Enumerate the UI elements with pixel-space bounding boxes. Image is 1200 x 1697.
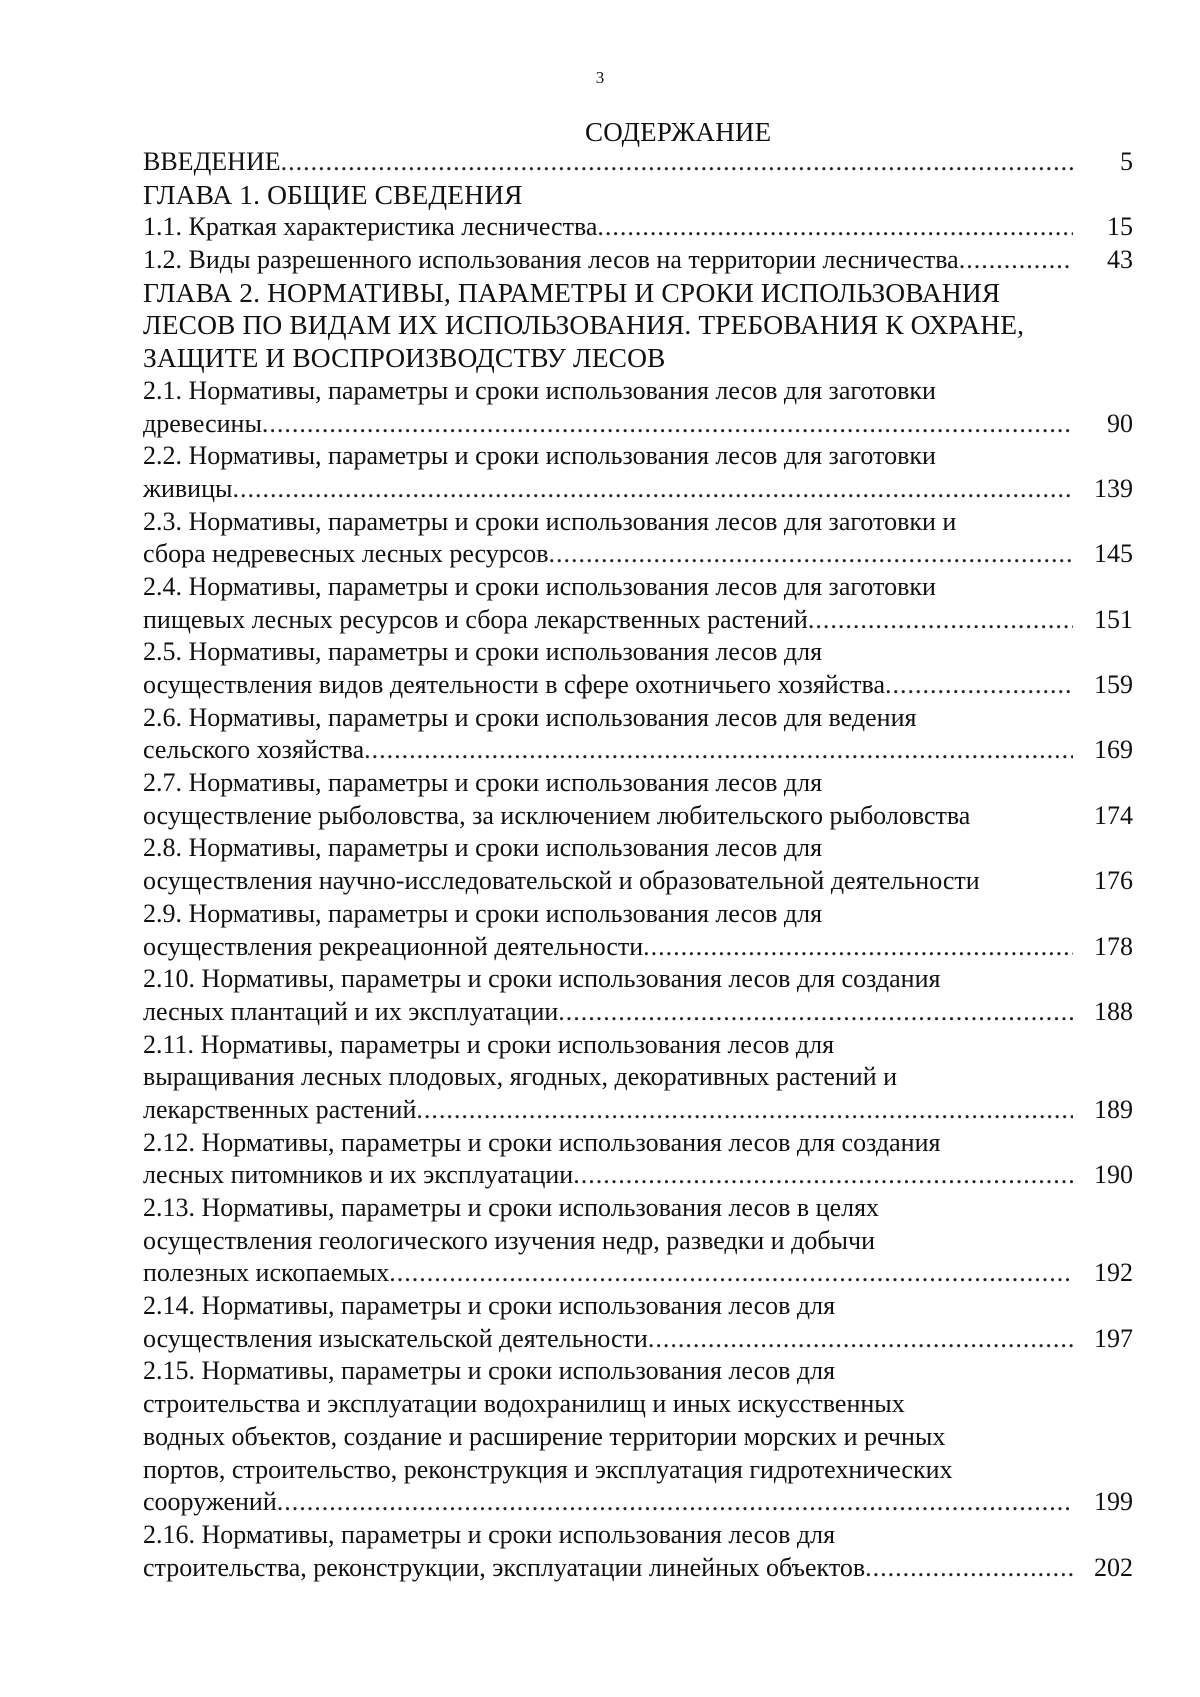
toc-entry-text: выращивания лесных плодовых, ягодных, декоративных растений и (143, 1062, 898, 1092)
toc-page-number: 188 (1094, 996, 1133, 1026)
toc-page-number: 174 (1094, 800, 1133, 830)
dot-leader (643, 931, 1073, 964)
toc-entry[interactable] (143, 1290, 1133, 1355)
toc-entry-line (143, 1159, 1133, 1192)
toc-entry-line (143, 179, 1133, 212)
toc-entry-text: сооружений (143, 1487, 277, 1517)
toc-entry-line (143, 146, 1133, 179)
toc-entry-line (143, 898, 1133, 931)
toc-entry[interactable] (143, 898, 1133, 963)
toc-entry-line (143, 865, 1133, 898)
toc-entry[interactable] (143, 440, 1133, 505)
toc-entry-text: водных объектов, создание и расширение территории морских и речных (143, 1421, 946, 1451)
toc-entry-text: портов, строительство, реконструкция и эксплуатация гидротехнических (143, 1454, 953, 1484)
toc-entry[interactable] (143, 179, 1133, 212)
spacer (970, 800, 1073, 833)
dot-leader (281, 146, 1073, 179)
toc-entry-line (143, 342, 1133, 375)
toc-entry-line (143, 473, 1133, 506)
toc-entry-line (143, 702, 1133, 735)
toc-entry-line (143, 1192, 1133, 1225)
toc-page-number: 151 (1094, 604, 1133, 634)
toc-entry-text: ГЛАВА 1. ОБЩИЕ СВЕДЕНИЯ (143, 178, 523, 210)
toc-entry-text: живицы (143, 473, 233, 503)
toc-entry-line (143, 408, 1133, 441)
toc-entry-text: 1.1. Краткая характеристика лесничества (143, 212, 598, 242)
toc-entry-line (143, 538, 1133, 571)
toc-page-number: 43 (1107, 245, 1133, 275)
toc-entry[interactable] (143, 571, 1133, 636)
page-number: 3 (595, 68, 605, 87)
toc-entry-text: древесины (143, 408, 262, 438)
toc-entry-text: полезных ископаемых (143, 1258, 390, 1288)
toc-entry[interactable] (143, 636, 1133, 701)
dot-leader (959, 244, 1073, 277)
toc-entry[interactable] (143, 244, 1133, 277)
toc-entry-line (143, 1486, 1133, 1519)
toc-page-number: 189 (1094, 1094, 1133, 1124)
dot-leader (232, 473, 1073, 506)
toc-entry-text: 2.7. Нормативы, параметры и сроки использования лесов для (143, 768, 823, 798)
toc-entry-line (143, 375, 1133, 408)
toc-entry-line (143, 1388, 1133, 1421)
toc-entry-text: 2.16. Нормативы, параметры и сроки использования лесов для (143, 1519, 836, 1549)
dot-leader (277, 1486, 1073, 1519)
table-of-contents (143, 146, 1133, 1584)
toc-page-number: 90 (1107, 408, 1133, 438)
toc-entry-text: 2.15. Нормативы, параметры и сроки использования лесов для (143, 1356, 836, 1386)
dot-leader (885, 669, 1073, 702)
toc-page-number: 169 (1094, 735, 1133, 765)
toc-entry[interactable] (143, 963, 1133, 1028)
toc-entry-line (143, 211, 1133, 244)
toc-page-number: 5 (1120, 147, 1133, 176)
dot-leader (262, 408, 1073, 441)
toc-entry-line (143, 636, 1133, 669)
toc-entry-text: 2.14. Нормативы, параметры и сроки использования лесов для (143, 1291, 836, 1321)
toc-entry-line (143, 1094, 1133, 1127)
toc-entry-line (143, 931, 1133, 964)
toc-entry-text: ВВЕДЕНИЕ (143, 147, 281, 176)
toc-entry[interactable] (143, 506, 1133, 571)
toc-entry-line (143, 832, 1133, 865)
toc-entry-line (143, 1355, 1133, 1388)
toc-entry-text: 2.10. Нормативы, параметры и сроки использования лесов для создания (143, 964, 941, 994)
toc-entry-text: 2.2. Нормативы, параметры и сроки использования лесов для заготовки (143, 441, 936, 471)
toc-entry-line (143, 309, 1133, 342)
toc-entry-text: сбора недревесных лесных ресурсов (143, 539, 549, 569)
toc-entry-line (143, 800, 1133, 833)
dot-leader (389, 1257, 1073, 1290)
toc-page-number: 199 (1094, 1487, 1133, 1517)
toc-entry[interactable] (143, 1127, 1133, 1192)
toc-entry-text: ЛЕСОВ ПО ВИДАМ ИХ ИСПОЛЬЗОВАНИЯ. ТРЕБОВАНИЯ К ОХРАНЕ, (143, 309, 1025, 341)
toc-entry-text: лесных питомников и их эксплуатации (143, 1160, 574, 1190)
toc-entry-line (143, 1323, 1133, 1356)
toc-entry[interactable] (143, 702, 1133, 767)
toc-entry-text: осуществления видов деятельности в сфере охотничьего хозяйства (143, 670, 886, 699)
toc-entry[interactable] (143, 1355, 1133, 1518)
dot-leader (364, 734, 1073, 767)
toc-entry-text: 2.6. Нормативы, параметры и сроки использования лесов для ведения (143, 702, 917, 732)
toc-page-number: 159 (1094, 670, 1133, 699)
toc-page-number: 145 (1094, 539, 1133, 569)
toc-page-number: 202 (1094, 1552, 1133, 1582)
toc-entry-line (143, 734, 1133, 767)
toc-entry-line (143, 1552, 1133, 1585)
toc-entry-text: осуществления рекреационной деятельности (143, 931, 644, 961)
toc-entry-text: 2.11. Нормативы, параметры и сроки использования лесов для (143, 1029, 835, 1059)
toc-entry-line (143, 1290, 1133, 1323)
dot-leader (648, 1323, 1073, 1356)
toc-entry-line (143, 571, 1133, 604)
dot-leader (558, 996, 1073, 1029)
toc-page-number: 178 (1094, 931, 1133, 961)
toc-entry-line (143, 1519, 1133, 1552)
toc-entry-text: пищевых лесных ресурсов и сбора лекарственных растений (143, 604, 808, 634)
toc-entry-line (143, 1061, 1133, 1094)
toc-entry-line (143, 1257, 1133, 1290)
toc-entry[interactable] (143, 767, 1133, 832)
dot-leader (808, 604, 1073, 637)
toc-entry-text: осуществление рыболовства, за исключением любительского рыболовства (143, 800, 971, 830)
dot-leader (573, 1159, 1073, 1192)
toc-entry-text: ЗАЩИТЕ И ВОСПРОИЗВОДСТВУ ЛЕСОВ (143, 342, 666, 374)
toc-entry-line (143, 440, 1133, 473)
toc-entry-text: ГЛАВА 2. НОРМАТИВЫ, ПАРАМЕТРЫ И СРОКИ ИСПОЛЬЗОВАНИЯ (143, 276, 1001, 308)
toc-entry[interactable] (143, 1192, 1133, 1290)
toc-page-number: 197 (1094, 1323, 1133, 1353)
toc-entry-text: строительства, реконструкции, эксплуатации линейных объектов (143, 1552, 866, 1582)
toc-entry-text: 2.4. Нормативы, параметры и сроки использования лесов для заготовки (143, 571, 936, 601)
toc-entry[interactable] (143, 146, 1133, 179)
dot-leader (597, 211, 1073, 244)
toc-entry-text: осуществления геологического изучения недр, разведки и добычи (143, 1225, 876, 1255)
toc-entry-line (143, 1029, 1133, 1062)
dot-leader (416, 1094, 1073, 1127)
toc-entry-line (143, 767, 1133, 800)
toc-entry[interactable] (143, 832, 1133, 897)
toc-entry-line (143, 604, 1133, 637)
toc-entry-text: 2.9. Нормативы, параметры и сроки использования лесов для (143, 898, 823, 928)
toc-entry-text: 2.13. Нормативы, параметры и сроки использования лесов в целях (143, 1193, 880, 1222)
toc-entry-text: осуществления научно-исследовательской и образовательной деятельности (143, 866, 980, 896)
toc-entry[interactable] (143, 1519, 1133, 1584)
toc-entry-line (143, 277, 1133, 310)
dot-leader (549, 538, 1073, 571)
toc-entry-text: 2.5. Нормативы, параметры и сроки использования лесов для (143, 637, 823, 667)
toc-entry-text: 2.8. Нормативы, параметры и сроки использования лесов для (143, 833, 823, 863)
toc-entry-text: 2.3. Нормативы, параметры и сроки использования лесов для заготовки и (143, 506, 957, 536)
toc-entry-line (143, 1421, 1133, 1454)
toc-entry-text: сельского хозяйства (143, 735, 365, 765)
toc-page-number: 192 (1094, 1258, 1133, 1288)
toc-entry-line (143, 996, 1133, 1029)
toc-page-number: 15 (1107, 212, 1133, 242)
toc-entry-text: лекарственных растений (143, 1094, 417, 1124)
page-title: СОДЕРЖАНИЕ (585, 117, 772, 147)
toc-entry-line (143, 506, 1133, 539)
toc-entry[interactable] (143, 1029, 1133, 1127)
toc-entry-line (143, 1225, 1133, 1258)
toc-page-number: 190 (1094, 1160, 1133, 1190)
toc-entry-text: 1.2. Виды разрешенного использования лесов на территории лесничества (143, 245, 959, 275)
toc-entry-line (143, 244, 1133, 277)
dot-leader (865, 1552, 1073, 1585)
toc-page-number: 139 (1094, 473, 1133, 503)
toc-entry-text: строительства и эксплуатации водохранилищ и иных искусственных (143, 1389, 905, 1419)
toc-entry-line (143, 1454, 1133, 1487)
toc-entry-line (143, 669, 1133, 702)
toc-page-number: 176 (1094, 866, 1133, 896)
toc-entry-text: 2.12. Нормативы, параметры и сроки использования лесов для создания (143, 1127, 941, 1157)
toc-entry-text: лесных плантаций и их эксплуатации (143, 996, 559, 1026)
spacer (980, 865, 1073, 898)
toc-entry-text: 2.1. Нормативы, параметры и сроки использования лесов для заготовки (143, 375, 936, 405)
toc-entry[interactable] (143, 211, 1133, 244)
toc-entry-text: осуществления изыскательской деятельности (143, 1323, 648, 1353)
toc-entry-line (143, 963, 1133, 996)
toc-entry-line (143, 1127, 1063, 1160)
toc-entry[interactable] (143, 375, 1133, 440)
toc-entry[interactable] (143, 277, 1133, 375)
